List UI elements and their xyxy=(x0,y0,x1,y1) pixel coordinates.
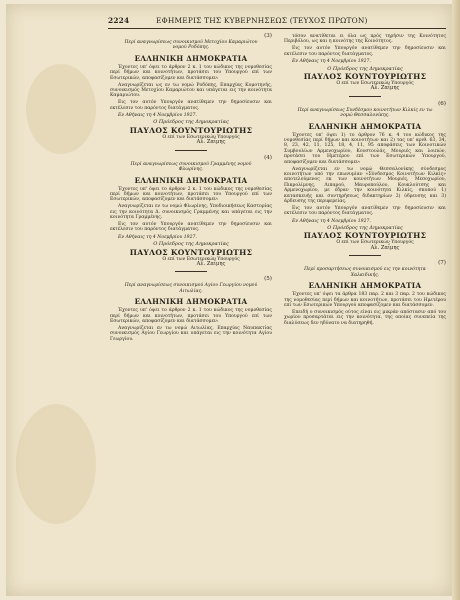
minister-name: Αλ. Ζαΐμης xyxy=(196,139,226,146)
decree-article xyxy=(284,261,446,326)
decree-article xyxy=(284,34,446,97)
decree-paragraph: Εις τον αυτόν Υπουργόν ανατίθεμεν την δημοσίευσιν και εκτέλεσιν του παρόντος διατάγματος. xyxy=(110,221,272,233)
paper-stain xyxy=(26,64,96,154)
decree-paragraph: Αναγνωρίζεται εν τω νομώ Θεσσαλονίκης σύνδεσμος κοινοτήτων υπό την επωνυμίαν «Σύνδεσμος Κοινοτήτων Κιλκίς» αποτελούμενος εκ των κοινοτήτων Μουριές, Μεσοχωρίου, Πικρολίμνης, Λιπαρού, Μαυροπούλου, Κουκλούτσης και Αρμενοχωρίου, με έδραν την κοινότητα Κιλκίς, σκοπού 1) κατασκευής και συντηρήσεως διδακτηρίων 2) ύδρευσης και 3) άρδευσης της περιφερείας. xyxy=(284,166,446,204)
decree-heading: ΕΛΛΗΝΙΚΗ ΔΗΜΟΚΡΑΤΙΑ xyxy=(134,53,248,63)
decree-date: Εν Αθήναις τη 4 Νοεμβρίου 1927. xyxy=(292,218,371,224)
section-separator xyxy=(175,271,207,272)
decree-heading: ΕΛΛΗΝΙΚΗ ΔΗΜΟΚΡΑΤΙΑ xyxy=(134,297,248,307)
page-number: 2224 xyxy=(108,16,130,25)
decree-subject: Περί αναγνωρίσεως Συνδέσμου κοινοτήτων Κιλκίς εν τω νομώ Θεσσαλονίκης. xyxy=(297,107,433,119)
minister-title: Ο επί των Εσωτερικών Υπουργός xyxy=(162,134,240,140)
decree-number: (3) xyxy=(264,33,272,39)
decree-paragraph: Έχοντες υπ' όψει το άρθρον 2 κ. 1 του κώδικος της νομοθεσίας περί δήμων και κοινοτήτων, προτάσει του Υπουργού επί των Εσωτερικών, αποφασίζομεν και διατάσσομεν: xyxy=(110,64,272,81)
right-column xyxy=(284,34,446,331)
left-column xyxy=(110,34,272,347)
gazette-title: ΕΦΗΜΕΡΙΣ ΤΗΣ ΚΥΒΕΡΝΗΣΕΩΣ (ΤΕΥΧΟΣ ΠΡΩΤΟΝ) xyxy=(156,16,368,25)
president-name: ΠΑΥΛΟΣ ΚΟΥΝΤΟΥΡΙΩΤΗΣ xyxy=(129,125,253,135)
president-title: Ο Πρόεδρος της Δημοκρατίας xyxy=(153,119,229,126)
president-name: ΠΑΥΛΟΣ ΚΟΥΝΤΟΥΡΙΩΤΗΣ xyxy=(303,71,427,81)
minister-name: Αλ. Ζαΐμης xyxy=(196,260,226,267)
decree-subject: Περί αναγνωρίσεως συνοικισμού Αγίου Γεωργίου νομού Αιτωλίας. xyxy=(124,283,258,294)
decree-number: (5) xyxy=(264,276,272,283)
decree-paragraph: Επειδή ο συνοικισμός ούτος είναι εις μικράν απόστασιν από του χωρίου προσαρτάται εις την κοινότητα, της οποίας συνεπεία της διαλύσεως δεν ηδύνατο να διατηρηθή. xyxy=(284,309,446,326)
president-title: Ο Πρόεδρος της Δημοκρατίας xyxy=(327,65,403,72)
president-name: ΠΑΥΛΟΣ ΚΟΥΝΤΟΥΡΙΩΤΗΣ xyxy=(303,231,427,241)
section-separator xyxy=(175,150,207,151)
decree-body xyxy=(284,133,446,217)
decree-number: (7) xyxy=(438,260,446,267)
decree-body xyxy=(284,292,446,326)
decree-date: Εν Αθήναις τη 4 Νοεμβρίου 1927. xyxy=(118,234,197,240)
decree-paragraph: Αναγνωρίζεται εν τω νομώ Αιτωλίας, Επαρχίας Ναυπακτίας συνοικισμός Αγίου Γεωργίου και υπάγεται εις την κοινότητα Αγίου Γεωργίου. xyxy=(110,325,272,342)
decree-heading: ΕΛΛΗΝΙΚΗ ΔΗΜΟΚΡΑΤΙΑ xyxy=(134,175,248,185)
decree-paragraph: τόσον ανατίθεται ει όλα ως πρός τηρήσιν της Κοινότητος Περιβόλου, ως και η κοινότης της Κοινότητος. xyxy=(284,34,446,45)
decree-number: (6) xyxy=(438,100,446,107)
decree-heading: ΕΛΛΗΝΙΚΗ ΔΗΜΟΚΡΑΤΙΑ xyxy=(308,121,422,131)
decree-paragraph: Εις τον αυτόν Υπουργόν ανατίθεμεν την δημοσίευσιν και εκτέλεσιν του παρόντος διατάγματος. xyxy=(110,100,272,111)
section-separator xyxy=(349,96,381,97)
decree-paragraph: Έχοντες υπ' όψει το άρθρον 2 κ. 1 του κώδικος της νομοθεσίας περί δήμων και κοινοτήτων, προτάσει του Υπουργού επί των Εσωτερικών, αποφασίζομεν και διατάσσομεν: xyxy=(110,308,272,324)
decree-paragraph: Εις τον αυτόν Υπουργόν ανατίθεμεν την δημοσίευσιν και εκτέλεσιν του παρόντος διατάγματος. xyxy=(284,205,446,217)
decree-subject: Περί αναγνωρίσεως συνοικισμού Μετοχίου Καμαριώτου νομού Ροδόπης. xyxy=(124,40,258,51)
decree-body xyxy=(110,308,272,342)
president-name: ΠΑΥΛΟΣ ΚΟΥΝΤΟΥΡΙΩΤΗΣ xyxy=(129,247,253,257)
minister-name: Αλ. Ζαΐμης xyxy=(370,85,400,92)
decree-number: (4) xyxy=(264,154,272,161)
decree-article xyxy=(110,156,272,273)
header-rule xyxy=(108,28,446,29)
decree-body xyxy=(284,34,446,57)
decree-paragraph: Έχοντες υπ' όψει το άρθρον 2 κ. 1 του κώδικος της νομοθεσίας περί δήμων και κοινοτήτων, προτάσει του Υπουργού επί των Εσωτερικών, αποφασίζομεν και διατάσσομεν: xyxy=(110,186,272,203)
decree-date: Εν Αθήναις τη 4 Νοεμβρίου 1927. xyxy=(292,59,371,65)
decree-article xyxy=(110,34,272,151)
decree-paragraph: Αναγνωρίζεται ως εν τω νομώ Ροδόπης, Επαρχίας Κομοτηνής, συνοικισμός Μετοχίου Καμαριώτου και υπάγεται εις την κοινότητα Καμαριώτου. xyxy=(110,82,272,99)
decree-paragraph: Έχοντες υπ' όψει 1) το άρθρον 76 κ. 4 του κώδικος της νομοθεσίας περί δήμων και κοινοτήτων και 2) τας υπ' αριθ. 63, 34, 8, 23, 42, 11, 125, 18, 4, 11, 95 αποφάσεις των Κοινοτικών Συμβουλίων Αρμενοχωρίου, Κουστουλάς, Μουριές και λοιπών, προτάσει του Ημετέρου επί των Εσωτερικών Υπουργού, αποφασίζομεν και διατάσσομεν: xyxy=(284,132,446,165)
section-separator xyxy=(349,255,381,256)
decree-date: Εν Αθήναις τη 4 Νοεμβρίου 1927. xyxy=(118,113,197,119)
decree-body xyxy=(110,65,272,111)
decree-subject: Περί προσαρτήσεως συνοικισμού εις την κοινότητα Χαλκιδικής. xyxy=(304,267,426,278)
decree-body xyxy=(110,187,272,233)
minister-title: Ο επί των Εσωτερικών Υπουργός xyxy=(336,240,414,246)
president-title: Ο Πρόεδρος της Δημοκρατίας xyxy=(153,241,229,248)
decree-article xyxy=(110,277,272,342)
minister-title: Ο επί των Εσωτερικών Υπουργός xyxy=(162,256,240,262)
page-edge xyxy=(452,0,460,600)
minister-name: Αλ. Ζαΐμης xyxy=(370,244,400,251)
minister-title: Ο επί των Εσωτερικών Υπουργός xyxy=(336,80,414,86)
president-title: Ο Πρόεδρος της Δημοκρατίας xyxy=(327,225,403,232)
decree-heading: ΕΛΛΗΝΙΚΗ ΔΗΜΟΚΡΑΤΙΑ xyxy=(308,281,422,291)
decree-paragraph: Έχοντες υπ' όψει τα άρθρα 183 παρ. 2 και 3 παρ. 2 του κώδικος της νομοθεσίας περί δήμων και κοινοτήτων, προτάσει του Ημετέρου επί των Εσωτερικών Υπουργού αποφασίζομεν και διατάσσομεν. xyxy=(284,292,446,308)
decree-paragraph: Αναγνωρίζεται εν τω νομώ Φλωρίνης, Υποδιοικήσεως Καστορίας εις την κοινότητα Δ. συνοικισμός Γραμμένης και υπάγεται εις την κοινότητα Γραμμένης. xyxy=(110,204,272,221)
decree-subject: Περί αναγνωρίσεως συνοικισμού Γραμμένης νομού Φλωρίνης. xyxy=(130,161,252,173)
decree-paragraph: Εις τον αυτόν Υπουργόν ανατίθεμεν την δημοσίευσιν και εκτέλεσιν του παρόντος διατάγματος. xyxy=(284,46,446,57)
paper-stain xyxy=(16,404,96,524)
decree-article xyxy=(284,102,446,257)
